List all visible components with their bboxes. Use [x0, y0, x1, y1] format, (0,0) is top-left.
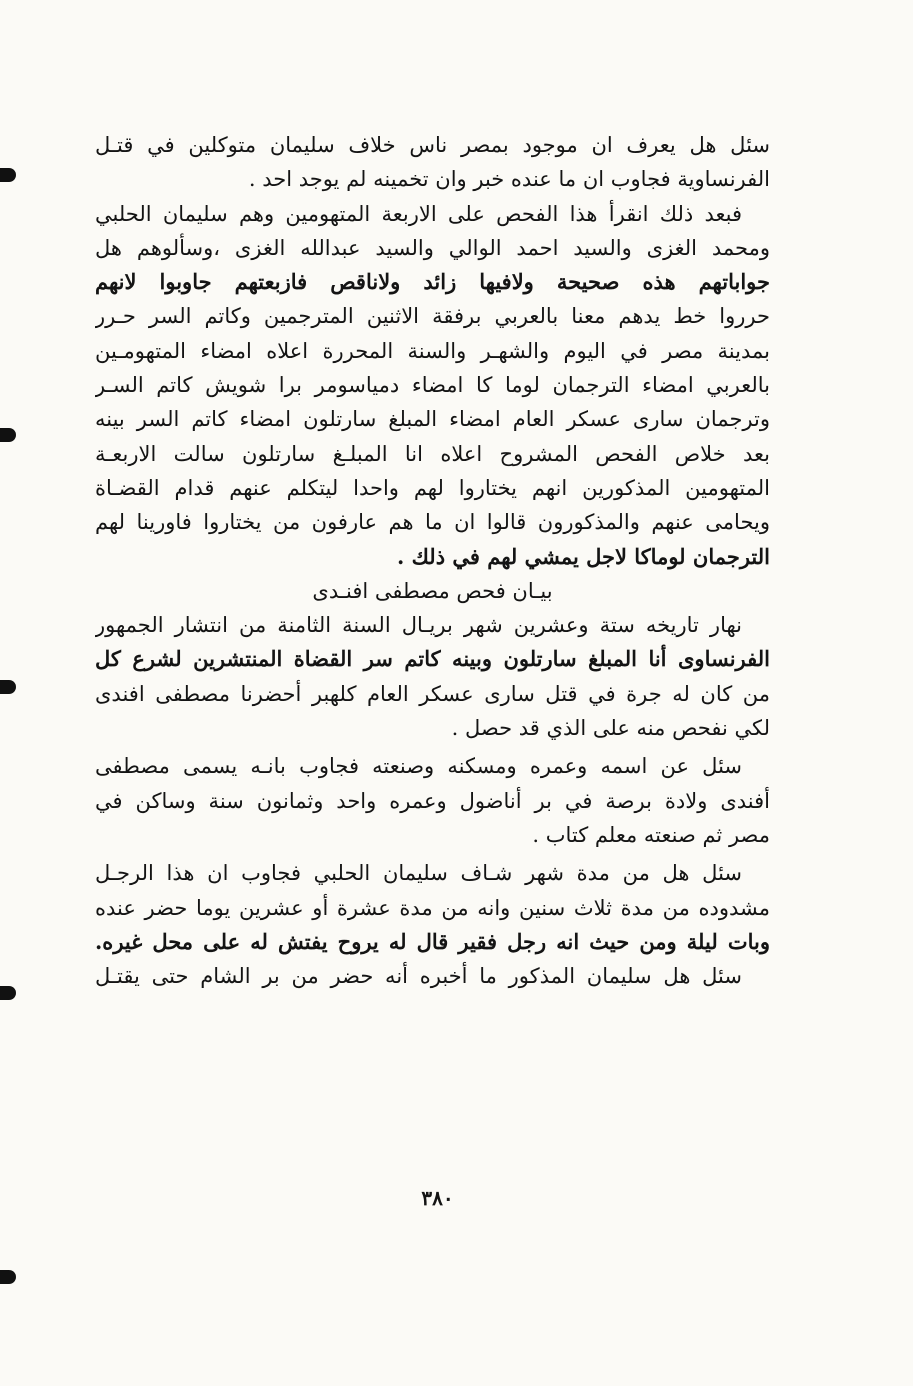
text-line: مصر ثم صنعته معلم كتاب . — [532, 822, 770, 847]
text-line: أفندى ولادة برصة في بر أناضول وعمره واحد وثمانون سنة وساكن في — [95, 788, 770, 813]
text-line: الفرنساوية فجاوب ان ما عنده خبر وان تخمينه لم يوجد احد . — [248, 167, 770, 192]
section-heading: بيـان فحص مصطفى افنـدى — [312, 578, 553, 603]
binding-mark — [0, 986, 16, 1000]
text-line: ويحامى عنهم والمذكورون قالوا ان ما هم عارفون من يختاروا فاورينا لهم — [95, 510, 770, 535]
text-line: من كان له جرة في قتل سارى عسكر العام كلهبر أحضرنا مصطفى افندى — [95, 681, 770, 706]
text-line: حرروا خط يدهم معنا بالعربي برفقة الاثنين المترجمين وكاتم السر حـرر — [95, 304, 770, 329]
text-line: لكي نفحص منه على الذي قد حصل . — [451, 716, 770, 741]
text-line: جواباتهم هذه صحيحة ولافيها زائد ولاناقص فازبعتهم جاوبوا لانهم — [95, 269, 770, 295]
text-line: فبعد ذلك انقرأ هذا الفحص على الاربعة المتهومين وهم سليمان الحلبي — [95, 201, 742, 226]
text-line: نهار تاريخه ستة وعشرين شهر بريـال السنة الثامنة من انتشار الجمهور — [95, 613, 742, 638]
binding-mark — [0, 168, 16, 182]
text-line: سئل هل يعرف ان موجود بمصر ناس خلاف سليمان متوكلين في قتـل — [95, 133, 770, 157]
text-line: وبات ليلة ومن حيث انه رجل فقير قال له يروح يفتش له على محل غيره. — [95, 928, 770, 954]
text-line: بعد خلاص الفحص المشروح اعلاه انا المبلـغ سارتلون سالت الاربعـة — [95, 441, 770, 466]
text-line: المتهومين المذكورين انهم يختاروا لهم واحدا ليتكلم عنهم قدام القضـاة — [95, 475, 770, 500]
binding-mark — [0, 1270, 16, 1284]
text-line: سئل عن اسمه وعمره ومسكنه وصنعته فجاوب بانـه يسمى مصطفى — [95, 754, 742, 779]
text-line: ومحمد الغزى والسيد احمد الوالي والسيد عبدالله الغزى ،وسألوهم هل — [95, 235, 770, 260]
text-line: وترجمان سارى عسكر العام امضاء المبلغ سارتلون امضاء كاتم السر بينه — [95, 407, 770, 432]
text-line: الفرنساوى أنا المبلغ سارتلون وبينه كاتم سر القضاة المنتشرين لشرع كل — [95, 646, 770, 672]
text-line: سئل هل سليمان المذكور ما أخبره أنه حضر من بر الشام حتى يقتـل — [95, 964, 742, 989]
text-line: مشدوده من مدة ثلاث سنين وانه من مدة عشرة أو عشرين يوما حضر عنده — [95, 895, 770, 920]
text-line: سئل هل من مدة شهر شـاف سليمان الحلبي فجاوب ان هذا الرجـل — [95, 861, 742, 886]
text-line: بمدينة مصر في اليوم والشهـر والسنة المحررة اعلاه امضاء المتهومـين — [95, 338, 770, 363]
page-number: ٣٨٠ — [421, 1186, 454, 1210]
page-body — [95, 128, 770, 1178]
binding-mark — [0, 428, 16, 442]
text-line: الترجمان لوماكا لاجل يمشي لهم في ذلك . — [396, 543, 770, 569]
text-line: بالعربي امضاء الترجمان لوما كا امضاء دمياسومر برا شويش كاتم السـر — [95, 373, 770, 398]
binding-mark — [0, 680, 16, 694]
